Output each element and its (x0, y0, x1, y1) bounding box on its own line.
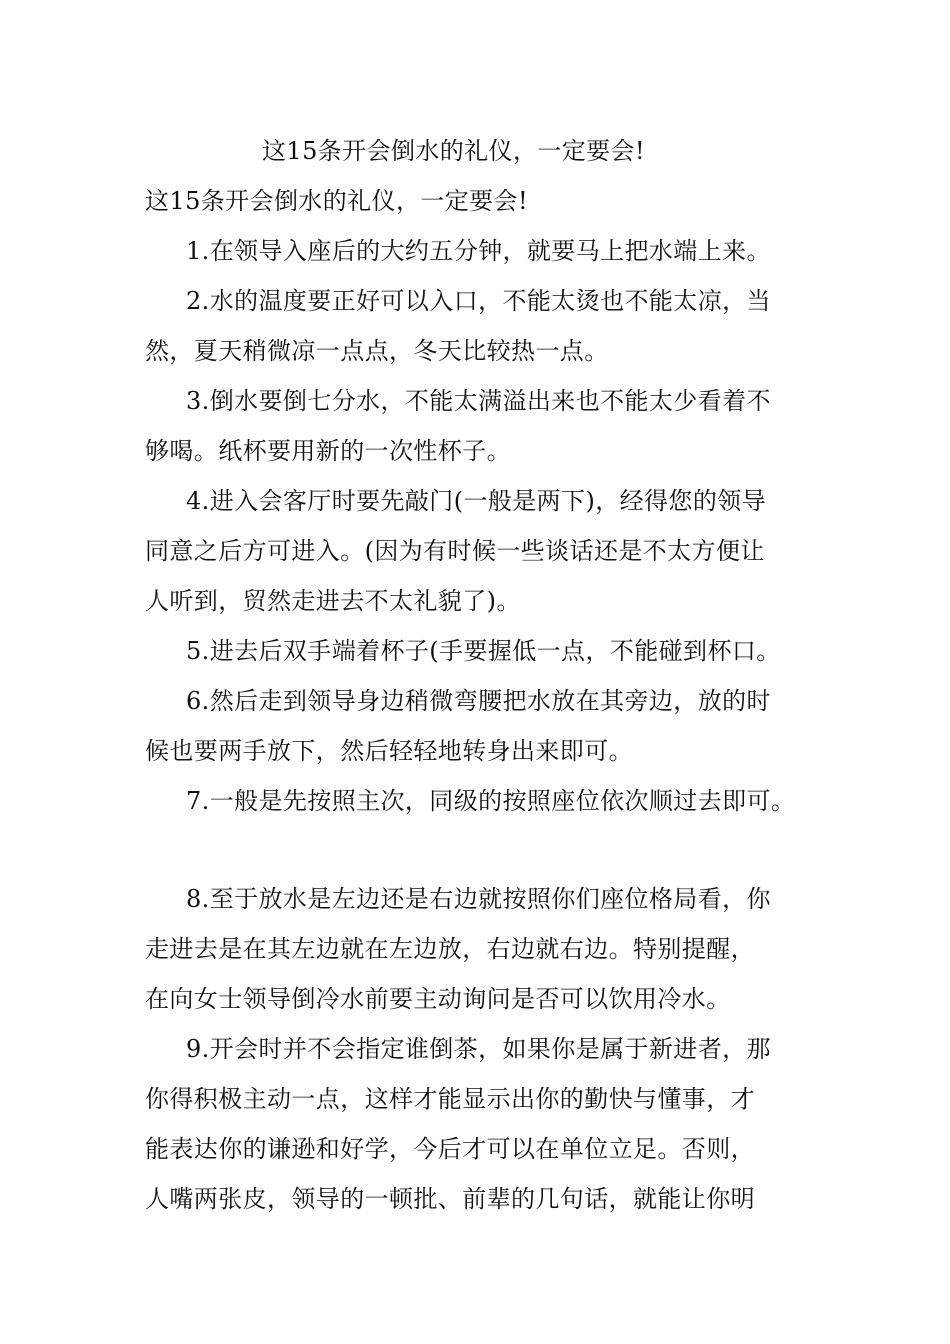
paragraph-6-line-1: 6.然后走到领导身边稍微弯腰把水放在其旁边，放的时 (186, 687, 771, 715)
paragraph-9-line-3: 能表达你的谦逊和好学，今后才可以在单位立足。否则， (145, 1135, 755, 1163)
paragraph-9-line-2: 你得积极主动一点，这样才能显示出你的勤快与懂事，才 (145, 1085, 755, 1113)
document-title: 这15条开会倒水的礼仪，一定要会! (262, 137, 645, 165)
paragraph-2-line-2: 然，夏天稍微凉一点点，冬天比较热一点。 (145, 337, 609, 365)
paragraph-6-line-2: 候也要两手放下，然后轻轻地转身出来即可。 (145, 737, 633, 765)
paragraph-8-line-1: 8.至于放水是左边还是右边就按照你们座位格局看，你 (186, 885, 771, 913)
paragraph-8-line-3: 在向女士领导倒冷水前要主动询问是否可以饮用冷水。 (145, 985, 731, 1013)
paragraph-3-line-2: 够喝。纸杯要用新的一次性杯子。 (145, 437, 511, 465)
paragraph-5-line-1: 5.进去后双手端着杯子(手要握低一点，不能碰到杯口。 (186, 637, 781, 665)
paragraph-9-line-4: 人嘴两张皮，领导的一顿批、前辈的几句话，就能让你明 (145, 1185, 755, 1213)
paragraph-7-line-1: 7.一般是先按照主次，同级的按照座位依次顺过去即可。 (186, 787, 796, 815)
paragraph-9-line-1: 9.开会时并不会指定谁倒茶，如果你是属于新进者，那 (186, 1035, 771, 1063)
paragraph-8-line-2: 走进去是在其左边就在左边放，右边就右边。特别提醒， (145, 935, 755, 963)
document-subtitle: 这15条开会倒水的礼仪，一定要会! (145, 187, 528, 215)
paragraph-2-line-1: 2.水的温度要正好可以入口，不能太烫也不能太凉，当 (186, 287, 771, 315)
paragraph-3-line-1: 3.倒水要倒七分水，不能太满溢出来也不能太少看着不 (186, 387, 771, 415)
paragraph-4-line-1: 4.进入会客厅时要先敲门(一般是两下)，经得您的领导 (186, 487, 767, 515)
paragraph-4-line-2: 同意之后方可进入。(因为有时候一些谈话还是不太方便让 (145, 537, 765, 565)
paragraph-4-line-3: 人听到，贸然走进去不太礼貌了)。 (145, 587, 521, 615)
paragraph-1-line-1: 1.在领导入座后的大约五分钟，就要马上把水端上来。 (186, 237, 771, 265)
